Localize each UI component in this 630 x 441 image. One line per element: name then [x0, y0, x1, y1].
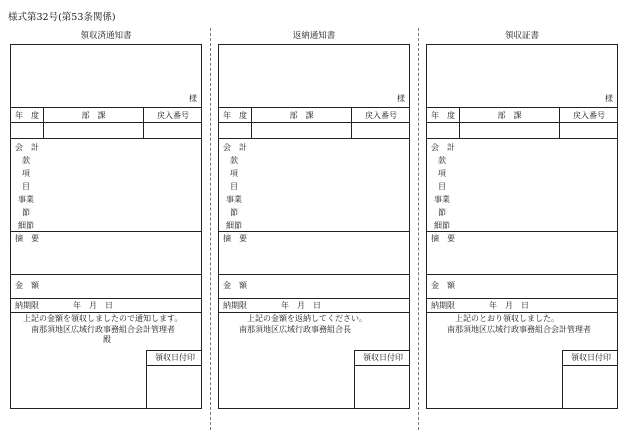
- account-label: 会 計: [431, 143, 455, 152]
- honorific: 殿: [103, 335, 111, 344]
- category-label: 目: [230, 182, 238, 191]
- fiscal-year-label: 年 度: [223, 111, 247, 120]
- receipt-stamp-box: [146, 350, 202, 409]
- rule: [427, 231, 617, 232]
- form-receipt: [426, 30, 618, 410]
- refund-number-label: 戻入番号: [157, 111, 189, 120]
- rule: [219, 138, 409, 139]
- rule: [219, 312, 409, 313]
- rule: [11, 274, 201, 275]
- category-label: 目: [438, 182, 446, 191]
- refund-number-label: 戻入番号: [573, 111, 605, 120]
- rule: [427, 312, 617, 313]
- form-number-header: 様式第32号(第53条関係): [8, 12, 116, 23]
- rule: [219, 231, 409, 232]
- project-label: 事業: [226, 195, 242, 204]
- issuer-name: 南那須地区広域行政事務組合会計管理者: [31, 325, 175, 334]
- issuer-name: 南那須地区広域行政事務組合会計管理者: [447, 325, 591, 334]
- notice-message: 上記のとおり領収しました。: [455, 314, 559, 323]
- due-date-value: 年 月 日: [489, 301, 529, 310]
- form-refund-notice: [218, 30, 410, 410]
- notice-message: 上記の金額を返納してください。: [247, 314, 367, 323]
- due-date-label: 納期限: [431, 301, 455, 310]
- subsection-label: 節: [22, 208, 30, 217]
- department-label: 部 課: [289, 111, 314, 120]
- form-box: [10, 44, 202, 409]
- addressee-suffix: 様: [189, 94, 197, 103]
- item-label: 項: [438, 169, 446, 178]
- project-label: 事業: [434, 195, 450, 204]
- receipt-stamp-label: 領収日付印: [571, 353, 611, 362]
- category-label: 目: [22, 182, 30, 191]
- rule: [147, 365, 202, 366]
- addressee-suffix: 様: [397, 94, 405, 103]
- rule: [355, 365, 410, 366]
- summary-label: 摘 要: [223, 234, 247, 243]
- item-label: 項: [230, 169, 238, 178]
- rule: [219, 298, 409, 299]
- subsection-label: 節: [438, 208, 446, 217]
- rule: [11, 122, 201, 123]
- fiscal-year-label: 年 度: [15, 111, 39, 120]
- addressee-suffix: 様: [605, 94, 613, 103]
- item-label: 項: [22, 169, 30, 178]
- rule: [427, 298, 617, 299]
- form-title: 領収証書: [504, 31, 539, 41]
- project-label: 事業: [18, 195, 34, 204]
- receipt-stamp-box: [354, 350, 410, 409]
- rule: [11, 312, 201, 313]
- receipt-stamp-box: [562, 350, 618, 409]
- due-date-label: 納期限: [15, 301, 39, 310]
- form-box: [218, 44, 410, 409]
- receipt-stamp-label: 領収日付印: [155, 353, 195, 362]
- due-date-value: 年 月 日: [281, 301, 321, 310]
- issuer-name: 南那須地区広域行政事務組合長: [239, 325, 351, 334]
- section-label: 款: [22, 156, 30, 165]
- refund-number-label: 戻入番号: [365, 111, 397, 120]
- account-label: 会 計: [15, 143, 39, 152]
- rule: [427, 107, 617, 108]
- detail-label: 細節: [434, 221, 450, 230]
- rule: [11, 107, 201, 108]
- rule: [11, 231, 201, 232]
- rule: [11, 298, 201, 299]
- subsection-label: 節: [230, 208, 238, 217]
- detail-label: 細節: [18, 221, 34, 230]
- department-label: 部 課: [497, 111, 522, 120]
- section-label: 款: [230, 156, 238, 165]
- section-label: 款: [438, 156, 446, 165]
- rule: [11, 138, 201, 139]
- cut-line: [418, 28, 419, 430]
- form-title: 返納通知書: [292, 31, 336, 41]
- rule: [219, 122, 409, 123]
- due-date-value: 年 月 日: [73, 301, 113, 310]
- cut-line: [210, 28, 211, 430]
- amount-label: 金 額: [223, 281, 247, 290]
- receipt-stamp-label: 領収日付印: [363, 353, 403, 362]
- fiscal-year-label: 年 度: [431, 111, 455, 120]
- rule: [427, 138, 617, 139]
- account-label: 会 計: [223, 143, 247, 152]
- rule: [427, 274, 617, 275]
- rule: [219, 274, 409, 275]
- form-receipt-notice: [10, 30, 202, 410]
- form-box: [426, 44, 618, 409]
- summary-label: 摘 要: [15, 234, 39, 243]
- amount-label: 金 額: [431, 281, 455, 290]
- summary-label: 摘 要: [431, 234, 455, 243]
- department-label: 部 課: [81, 111, 106, 120]
- rule: [563, 365, 618, 366]
- rule: [427, 122, 617, 123]
- rule: [219, 107, 409, 108]
- due-date-label: 納期限: [223, 301, 247, 310]
- detail-label: 細節: [226, 221, 242, 230]
- amount-label: 金 額: [15, 281, 39, 290]
- form-title: 領収済通知書: [80, 31, 132, 41]
- notice-message: 上記の金額を領収しましたので通知します。: [23, 314, 183, 323]
